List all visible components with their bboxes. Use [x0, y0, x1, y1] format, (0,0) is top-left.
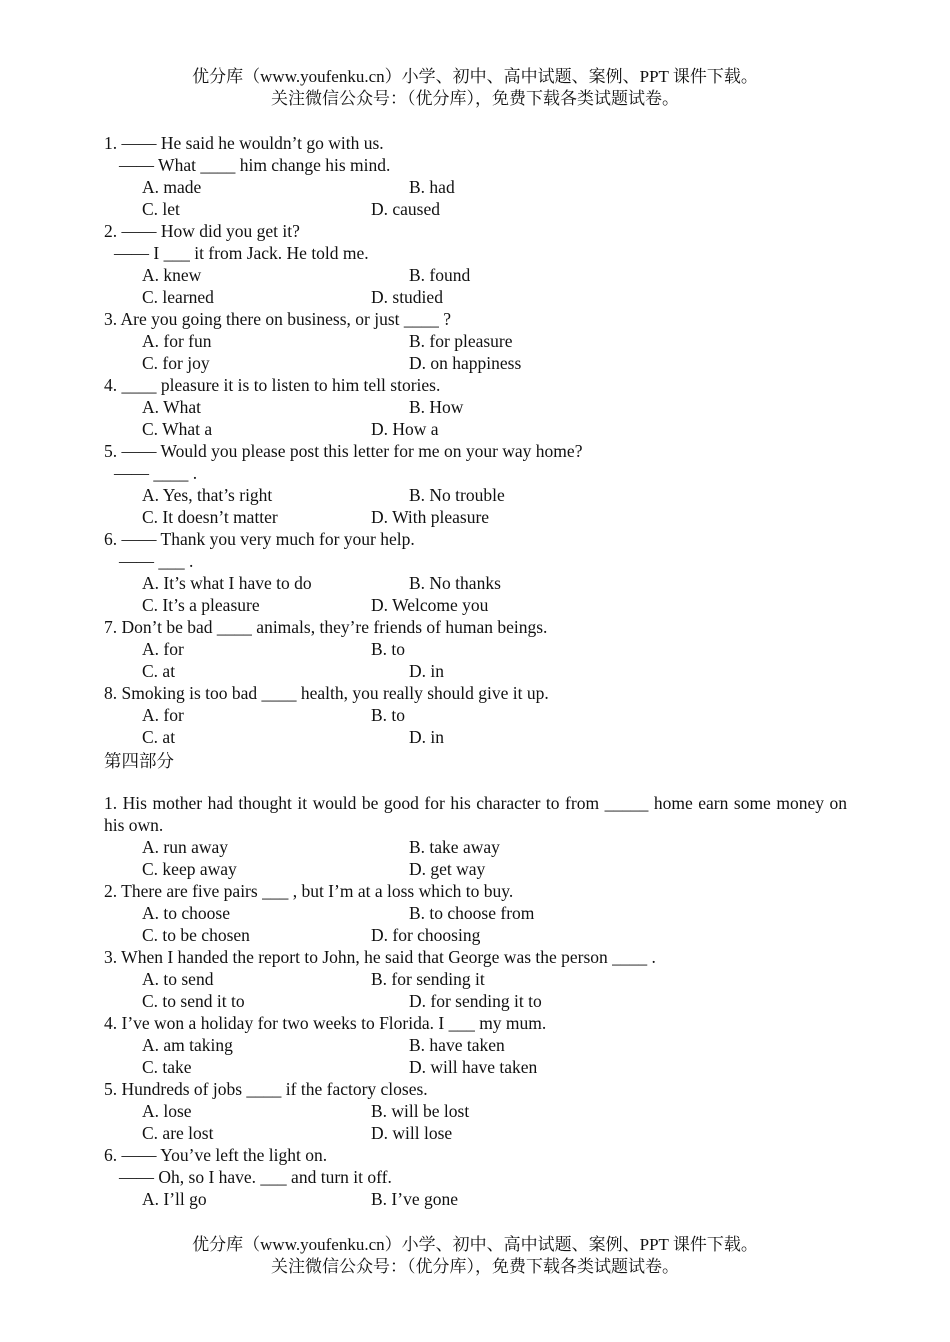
option-c: C. It’s a pleasure [142, 595, 260, 615]
option-c: C. take [142, 1057, 192, 1077]
option-a: A. for [142, 705, 184, 725]
option-a: A. run away [142, 837, 229, 857]
question-reply: —— What ____ him change his mind. [119, 155, 391, 175]
question-stem: 2. —— How did you get it? [104, 221, 300, 241]
question-stem: 3. When I handed the report to John, he said that George was the person ____ . [104, 947, 656, 967]
option-a: A. am taking [142, 1035, 233, 1055]
option-a: A. made [142, 177, 202, 197]
option-c: C. at [142, 727, 176, 747]
question-stem: 5. —— Would you please post this letter for me on your way home? [104, 441, 583, 461]
question-stem: 3. Are you going there on business, or just ____ ? [104, 309, 452, 329]
options-row [104, 286, 847, 308]
section-title: 第四部分 [104, 751, 174, 771]
options-row [104, 990, 847, 1012]
question-stem: 1. —— He said he wouldn’t go with us. [104, 133, 384, 153]
options-row [104, 418, 847, 440]
options-row [104, 1122, 847, 1144]
option-b: B. have taken [409, 1035, 505, 1055]
options-row [104, 1034, 847, 1056]
options-row [104, 352, 847, 374]
page-footer [0, 1234, 950, 1278]
header-line-1: 优分库（www.youfenku.cn）小学、初中、高中试题、案例、PPT 课件下载。 [192, 67, 758, 86]
option-c: C. to send it to [142, 991, 245, 1011]
options-row [104, 836, 847, 858]
question-reply: —— I ___ it from Jack. He told me. [114, 243, 369, 263]
question-stem: 4. I’ve won a holiday for two weeks to Florida. I ___ my mum. [104, 1013, 547, 1033]
question-stem: 4. ____ pleasure it is to listen to him tell stories. [104, 375, 441, 395]
options-row [104, 198, 847, 220]
option-d: D. for sending it to [409, 991, 542, 1011]
option-d: D. will lose [371, 1123, 453, 1143]
options-row [104, 858, 847, 880]
option-a: A. What [142, 397, 201, 417]
option-d: D. Welcome you [371, 595, 489, 615]
header-line-2: 关注微信公众号：（优分库），免费下载各类试题试卷。 [271, 89, 679, 108]
footer-line-2: 关注微信公众号：（优分库），免费下载各类试题试卷。 [271, 1257, 679, 1276]
option-d: D. caused [371, 199, 441, 219]
options-row [104, 660, 847, 682]
option-c: C. What a [142, 419, 213, 439]
options-row [104, 506, 847, 528]
option-b: B. to choose from [409, 903, 535, 923]
option-d: D. will have taken [409, 1057, 538, 1077]
options-row [104, 902, 847, 924]
option-b: B. No trouble [409, 485, 505, 505]
option-b: B. take away [409, 837, 500, 857]
option-d: D. studied [371, 287, 443, 307]
question-stem: 1. His mother had thought it would be good for his character to from _____ home earn some money on his own. [104, 793, 847, 835]
options-row [104, 1188, 847, 1210]
options-row [104, 572, 847, 594]
option-a: A. for fun [142, 331, 212, 351]
options-row [104, 330, 847, 352]
options-row [104, 968, 847, 990]
option-b: B. had [409, 177, 455, 197]
options-row [104, 924, 847, 946]
question-stem: 8. Smoking is too bad ____ health, you really should give it up. [104, 683, 549, 703]
option-b: B. for pleasure [409, 331, 513, 351]
options-row [104, 396, 847, 418]
option-c: C. let [142, 199, 180, 219]
question-stem: 6. —— You’ve left the light on. [104, 1145, 328, 1165]
option-d: D. How a [371, 419, 439, 439]
option-d: D. in [409, 727, 444, 747]
question-stem: 6. —— Thank you very much for your help. [104, 529, 415, 549]
options-row [104, 726, 847, 748]
option-b: B. found [409, 265, 471, 285]
option-d: D. in [409, 661, 444, 681]
question-reply: —— ___ . [119, 551, 194, 571]
option-c: C. learned [142, 287, 214, 307]
option-a: A. to choose [142, 903, 230, 923]
option-c: C. to be chosen [142, 925, 250, 945]
option-c: C. are lost [142, 1123, 214, 1143]
option-c: C. keep away [142, 859, 237, 879]
option-d: D. With pleasure [371, 507, 490, 527]
option-a: A. to send [142, 969, 214, 989]
option-b: B. No thanks [409, 573, 501, 593]
option-b: B. to [371, 705, 406, 725]
option-c: C. It doesn’t matter [142, 507, 278, 527]
options-row [104, 594, 847, 616]
option-d: D. for choosing [371, 925, 481, 945]
option-a: A. I’ll go [142, 1189, 207, 1209]
question-stem: 7. Don’t be bad ____ animals, they’re friends of human beings. [104, 617, 548, 637]
options-row [104, 1100, 847, 1122]
options-row [104, 638, 847, 660]
option-b: B. How [409, 397, 464, 417]
option-c: C. at [142, 661, 176, 681]
option-a: A. for [142, 639, 184, 659]
option-c: C. for joy [142, 353, 210, 373]
option-a: A. lose [142, 1101, 192, 1121]
option-d: D. get way [409, 859, 486, 879]
footer-line-1: 优分库（www.youfenku.cn）小学、初中、高中试题、案例、PPT 课件下载。 [192, 1235, 758, 1254]
option-b: B. I’ve gone [371, 1189, 458, 1209]
question-reply: —— Oh, so I have. ___ and turn it off. [119, 1167, 392, 1187]
options-row [104, 176, 847, 198]
question-stem: 5. Hundreds of jobs ____ if the factory closes. [104, 1079, 428, 1099]
options-row [104, 484, 847, 506]
options-row [104, 264, 847, 286]
exam-content [104, 132, 847, 1210]
question-stem: 2. There are five pairs ___ , but I’m at a loss which to buy. [104, 881, 514, 901]
question-reply: —— ____ . [114, 463, 198, 483]
option-a: A. Yes, that’s right [142, 485, 273, 505]
options-row [104, 1056, 847, 1078]
option-d: D. on happiness [409, 353, 522, 373]
option-a: A. knew [142, 265, 202, 285]
options-row [104, 704, 847, 726]
option-b: B. for sending it [371, 969, 485, 989]
option-b: B. to [371, 639, 406, 659]
option-a: A. It’s what I have to do [142, 573, 312, 593]
page-header [0, 66, 950, 110]
option-b: B. will be lost [371, 1101, 470, 1121]
